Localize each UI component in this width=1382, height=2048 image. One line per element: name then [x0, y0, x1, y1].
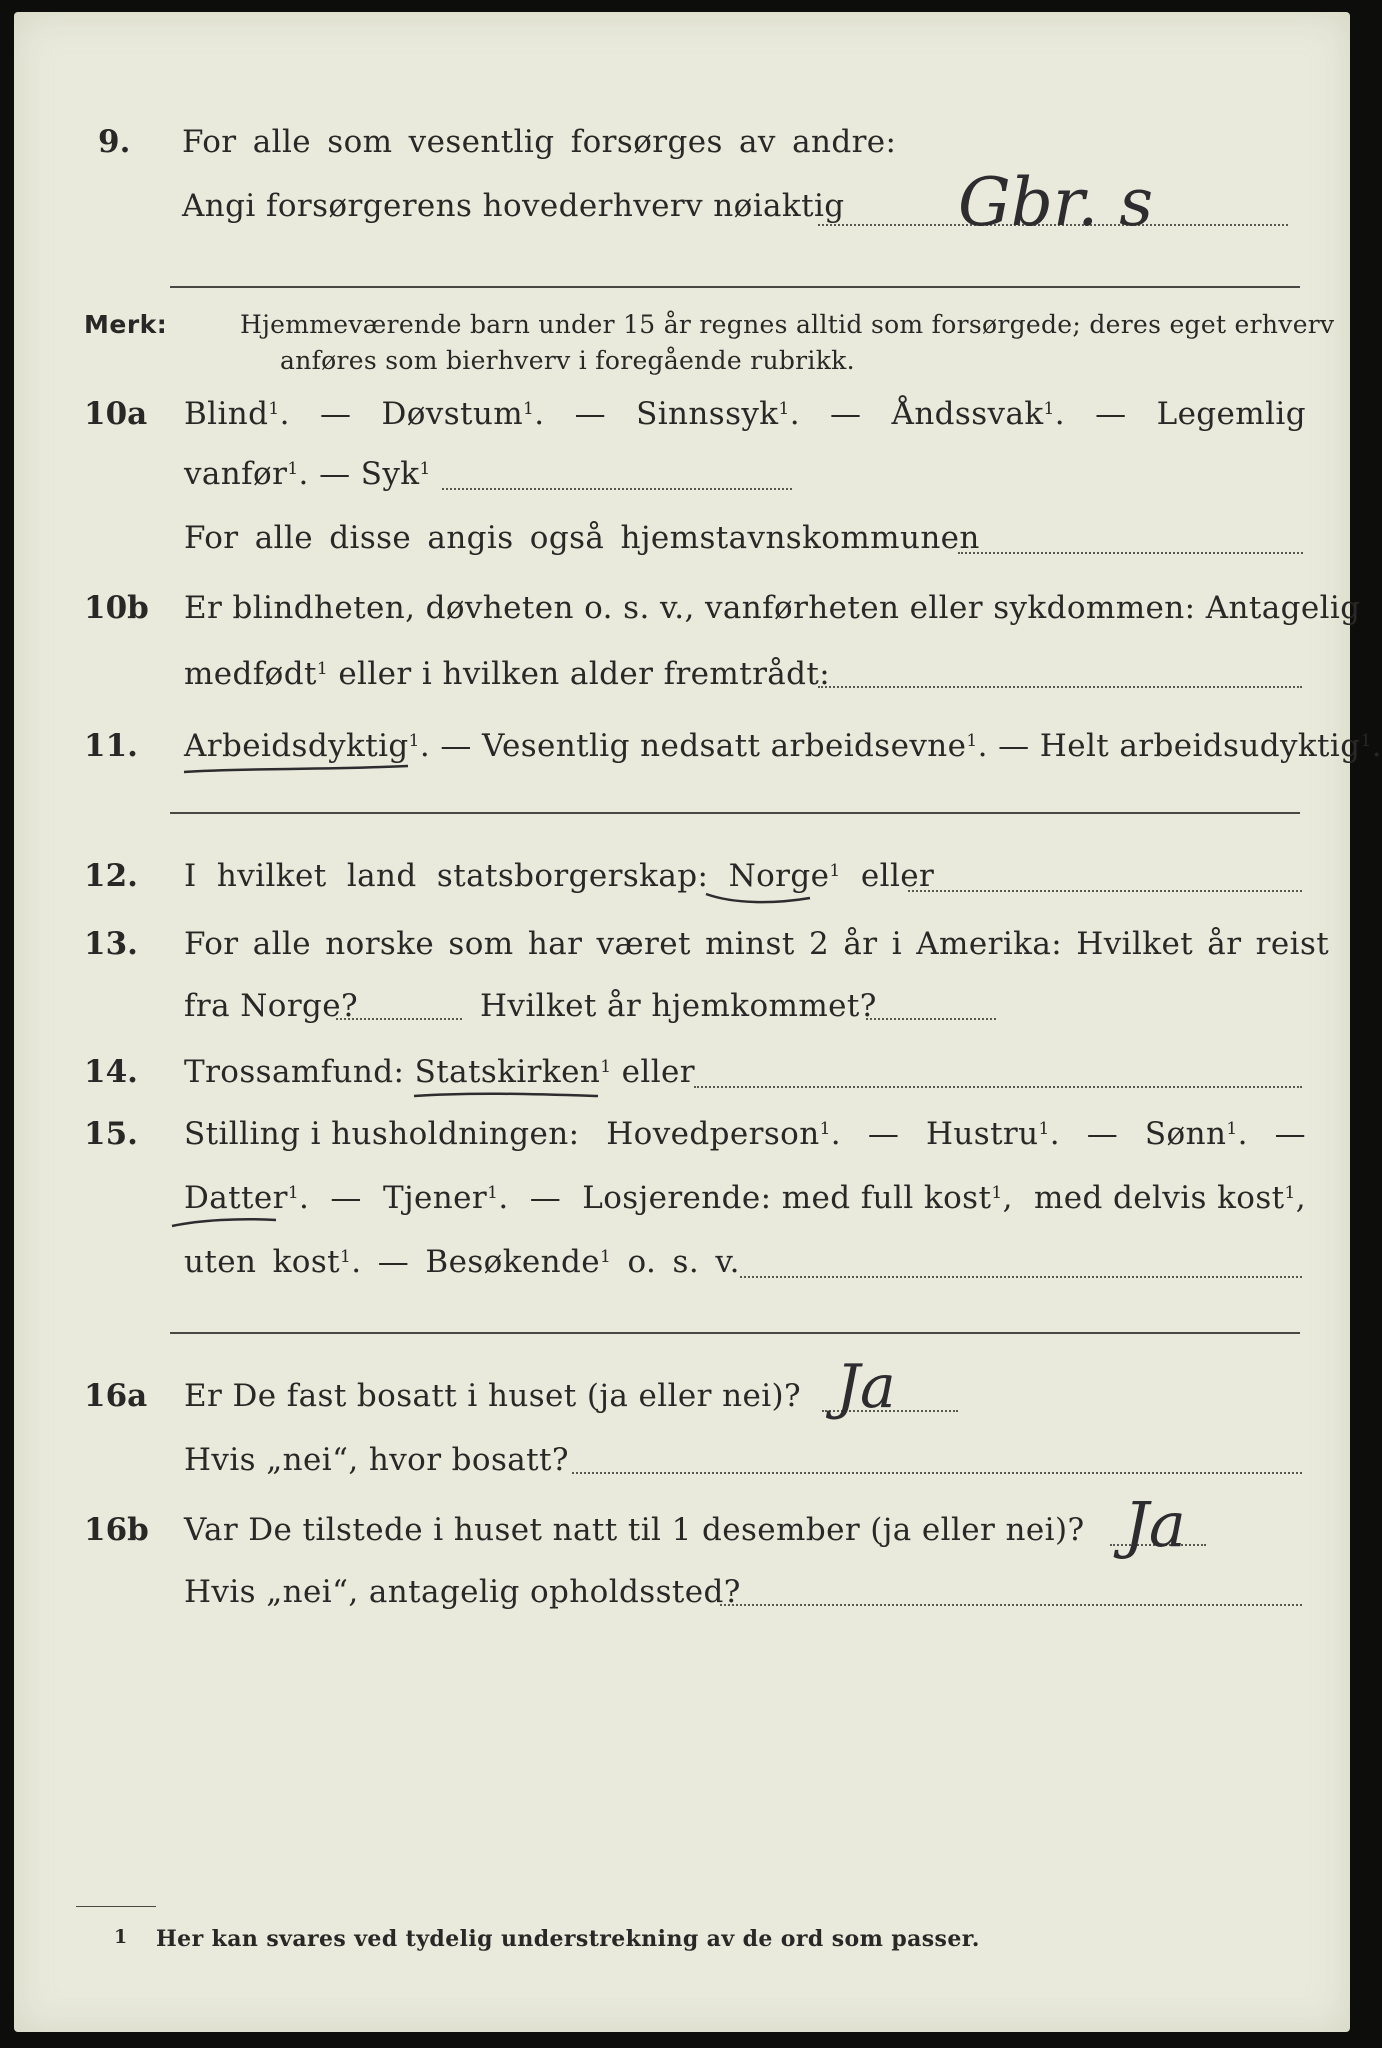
answer-line — [170, 286, 1300, 288]
option-tjener: Tjener — [382, 1180, 488, 1216]
question-number: 14. — [84, 1054, 138, 1090]
answer-line — [740, 1276, 1302, 1278]
answer-line — [958, 552, 1303, 554]
footnote — [114, 1926, 1114, 1966]
answer-line — [694, 1086, 1302, 1088]
option-sinnssyk: Sinnssyk — [636, 396, 779, 432]
question-10b: 10b Er blindheten, døvheten o. s. v., vanførheten eller sykdommen: Antagelig medfødt$^1$ eller i hvilken alder fremtrådt: — [84, 590, 1361, 692]
option-medfodt: medfødt — [184, 656, 317, 692]
answer-line — [866, 1018, 996, 1020]
option-andssvak: Åndssvak — [891, 396, 1044, 432]
question-15: 15. Stilling i husholdningen: Hovedperson$^1$. — Hustru$^1$. — Sønn$^1$. — Datter$^1$. — Tjener$^1$. — Losjerende: med full kost$^1$, med delvis kost$^1$, uten kost$^1$. — Besøkende$^1$ o. s. v. — [84, 1116, 1306, 1280]
question-14: 14. Trossamfund: Statskirken$^1$ eller — [84, 1054, 1314, 1114]
question-text: Er blindheten, døvheten o. s. v., vanførheten eller sykdommen: Antagelig — [184, 590, 1361, 626]
option-udyktig: Helt arbeidsudyktig — [1039, 728, 1361, 764]
question-text: Hvis „nei“, hvor bosatt? — [184, 1442, 569, 1478]
question-number: 10a — [84, 396, 148, 432]
note-text: Hjemmeværende barn under 15 år regnes alltid som forsørgede; deres eget erhverv — [240, 310, 1335, 339]
answer-line — [818, 686, 1302, 688]
option-norge: Norge — [728, 858, 830, 894]
handwritten-answer: Ja — [1124, 1488, 1186, 1561]
handwritten-answer: Ja — [836, 1352, 896, 1422]
question-16a — [84, 1352, 1314, 1488]
question-number: 16a — [84, 1378, 148, 1414]
question-11: 11. Arbeidsdyktig$^1$. — Vesentlig nedsatt arbeidsevne$^1$. — Helt arbeidsudyktig$^1$. — [84, 728, 1314, 828]
note-merk — [84, 308, 1335, 388]
option-uten-kost: uten kost — [184, 1244, 341, 1280]
option-arbeidsdyktig: Arbeidsdyktig — [184, 728, 409, 764]
question-16b — [84, 1488, 1314, 1622]
question-text: For alle norske som har været minst 2 år i Amerika: Hvilket år reist — [184, 926, 1330, 962]
option-blind: Blind — [184, 396, 269, 432]
question-12: 12. I hvilket land statsborgerskap: Norge$^1$ eller — [84, 858, 1314, 918]
option-hustru: Hustru — [925, 1116, 1039, 1152]
handwritten-underline — [412, 1086, 602, 1106]
census-form-page — [14, 12, 1382, 2032]
question-text: Hvis „nei“, antagelig opholdssted? — [184, 1574, 741, 1610]
option-nedsatt: Vesentlig nedsatt arbeidsevne — [482, 728, 967, 764]
question-text: Stilling i husholdningen: — [184, 1116, 580, 1152]
footnote-marker: 1 — [114, 1926, 128, 1948]
option-vanfor: vanfør — [184, 456, 288, 492]
option-dovstum: Døvstum — [381, 396, 524, 432]
option-losjerende: Losjerende: med full kost — [582, 1180, 992, 1216]
note-label: Merk: — [84, 310, 168, 339]
option-legemlig: Legemlig — [1156, 396, 1306, 432]
option-delvis-kost: med delvis kost — [1033, 1180, 1285, 1216]
handwritten-underline — [170, 1212, 280, 1232]
answer-line — [336, 1018, 462, 1020]
question-text: For alle som vesentlig forsørges av andre: — [182, 124, 897, 160]
question-number: 11. — [84, 728, 138, 764]
question-9 — [98, 124, 1298, 244]
question-text: I hvilket land statsborgerskap: — [184, 858, 709, 894]
question-number: 9. — [98, 124, 131, 160]
option-datter: Datter — [184, 1180, 288, 1216]
question-text: eller i hvilken alder fremtrådt: — [338, 656, 831, 692]
question-text: Hvilket år hjemkommet? — [480, 988, 877, 1024]
option-statskirken: Statskirken — [414, 1054, 601, 1090]
option-hovedperson: Hovedperson — [606, 1116, 820, 1152]
question-number: 16b — [84, 1512, 149, 1548]
option-sonn: Sønn — [1144, 1116, 1227, 1152]
question-13 — [84, 926, 1330, 1036]
footnote-divider — [76, 1906, 156, 1907]
question-number: 13. — [84, 926, 138, 962]
answer-line — [170, 812, 1300, 814]
answer-line — [908, 890, 1302, 892]
question-text: For alle disse angis også hjemstavnskommunen — [184, 520, 980, 556]
handwritten-underline — [182, 758, 412, 778]
answer-line — [720, 1604, 1302, 1606]
question-number: 15. — [84, 1116, 138, 1152]
answer-line — [170, 1332, 1300, 1334]
question-number: 10b — [84, 590, 149, 626]
option-besokende: Besøkende — [425, 1244, 601, 1280]
question-number: 12. — [84, 858, 138, 894]
note-text: anføres som bierhverv i foregående rubrikk. — [280, 346, 855, 375]
question-text: Trossamfund: — [184, 1054, 405, 1090]
question-text: Er De fast bosatt i huset (ja eller nei)? — [184, 1378, 802, 1414]
answer-line — [572, 1472, 1302, 1474]
handwritten-underline — [704, 888, 814, 908]
question-text: Var De tilstede i huset natt til 1 desember (ja eller nei)? — [184, 1512, 1085, 1548]
option-syk: Syk — [360, 456, 420, 492]
question-text: Angi forsørgerens hovederhverv nøiaktig — [182, 188, 845, 224]
footnote-text: Her kan svares ved tydelig understrekning av de ord som passer. — [156, 1926, 980, 1952]
handwritten-answer: Gbr. s — [958, 164, 1154, 241]
question-10a: 10a Blind$^1$. — Døvstum$^1$. — Sinnssyk$^1$. — Åndssvak$^1$. — Legemlig vanfør$^1$. — Syk$^1$ For alle disse angis også hjemstavnskommunen — [84, 396, 1306, 556]
question-text: fra Norge? — [184, 988, 359, 1024]
answer-line — [442, 488, 792, 490]
